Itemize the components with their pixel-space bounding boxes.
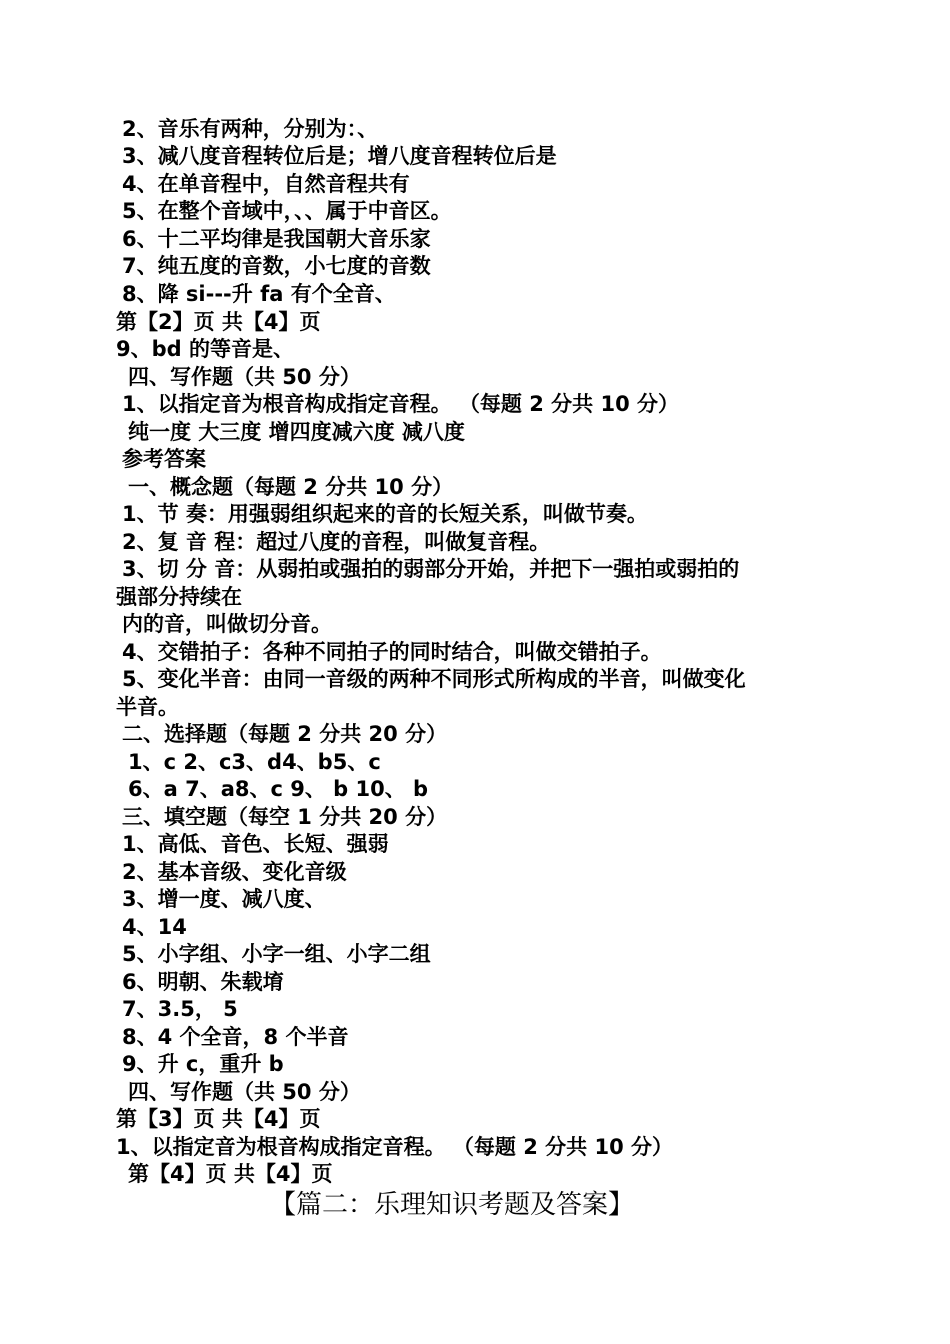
text-line: 内的音，叫做切分音。 bbox=[122, 612, 332, 636]
text-line: 3、切 分 音：从弱拍或强拍的弱部分开始，并把下一强拍或弱拍的 bbox=[122, 557, 740, 581]
section-title: 一、概念题（每题 2 分共 10 分） bbox=[128, 475, 454, 499]
text-line: 纯一度 大三度 增四度减六度 减八度 bbox=[128, 420, 465, 444]
text-line: 4、交错拍子：各种不同拍子的同时结合，叫做交错拍子。 bbox=[122, 640, 662, 664]
text-line: 5、变化半音：由同一音级的两种不同形式所构成的半音，叫做变化 bbox=[122, 667, 746, 691]
text-line: 1、以指定音为根音构成指定音程。 （每题 2 分共 10 分） bbox=[116, 1135, 674, 1159]
page-number: 第【2】页 共【4】页 bbox=[116, 310, 321, 334]
text-line: 4、14 bbox=[122, 915, 187, 939]
section-title: 二、选择题（每题 2 分共 20 分） bbox=[122, 722, 448, 746]
answer-key-title: 参考答案 bbox=[122, 447, 206, 471]
text-line: 1、c 2、c3、d4、b5、c bbox=[128, 750, 381, 774]
text-line: 6、十二平均律是我国朝大音乐家 bbox=[122, 227, 431, 251]
section-heading: 【篇二：乐理知识考题及答案】 bbox=[270, 1190, 635, 1220]
text-line: 1、节 奏：用强弱组织起来的音的长短关系，叫做节奏。 bbox=[122, 502, 648, 526]
text-line: 3、增一度、减八度、 bbox=[122, 887, 326, 911]
text-line: 9、bd 的等音是、 bbox=[116, 337, 294, 361]
text-line: 8、4 个全音，8 个半音 bbox=[122, 1025, 349, 1049]
page-number: 第【4】页 共【4】页 bbox=[128, 1162, 333, 1186]
section-title: 四、写作题（共 50 分） bbox=[128, 1080, 361, 1104]
text-line: 2、基本音级、变化音级 bbox=[122, 860, 347, 884]
text-line: 3、减八度音程转位后是；增八度音程转位后是 bbox=[122, 144, 557, 168]
text-line: 2、音乐有两种，分别为：、 bbox=[122, 117, 379, 141]
text-line: 9、升 c，重升 b bbox=[122, 1052, 284, 1076]
text-line: 6、a 7、a8、c 9、 b 10、 b bbox=[128, 777, 429, 801]
section-title: 三、填空题（每空 1 分共 20 分） bbox=[122, 805, 448, 829]
text-line: 4、在单音程中，自然音程共有 bbox=[122, 172, 410, 196]
text-line: 2、复 音 程：超过八度的音程，叫做复音程。 bbox=[122, 530, 551, 554]
text-line: 7、3.5， 5 bbox=[122, 997, 238, 1021]
text-line: 5、小字组、小字一组、小字二组 bbox=[122, 942, 431, 966]
text-line: 5、在整个音域中，、、属于中音区。 bbox=[122, 199, 452, 223]
text-line: 1、以指定音为根音构成指定音程。 （每题 2 分共 10 分） bbox=[122, 392, 680, 416]
text-line: 强部分持续在 bbox=[116, 585, 242, 609]
text-line: 6、明朝、朱载堉 bbox=[122, 970, 284, 994]
text-line: 1、高低、音色、长短、强弱 bbox=[122, 832, 389, 856]
text-line: 8、降 si---升 fa 有个全音、 bbox=[122, 282, 396, 306]
text-line: 半音。 bbox=[116, 695, 179, 719]
text-line: 7、纯五度的音数，小七度的音数 bbox=[122, 254, 431, 278]
page-number: 第【3】页 共【4】页 bbox=[116, 1107, 321, 1131]
section-title: 四、写作题（共 50 分） bbox=[128, 365, 361, 389]
